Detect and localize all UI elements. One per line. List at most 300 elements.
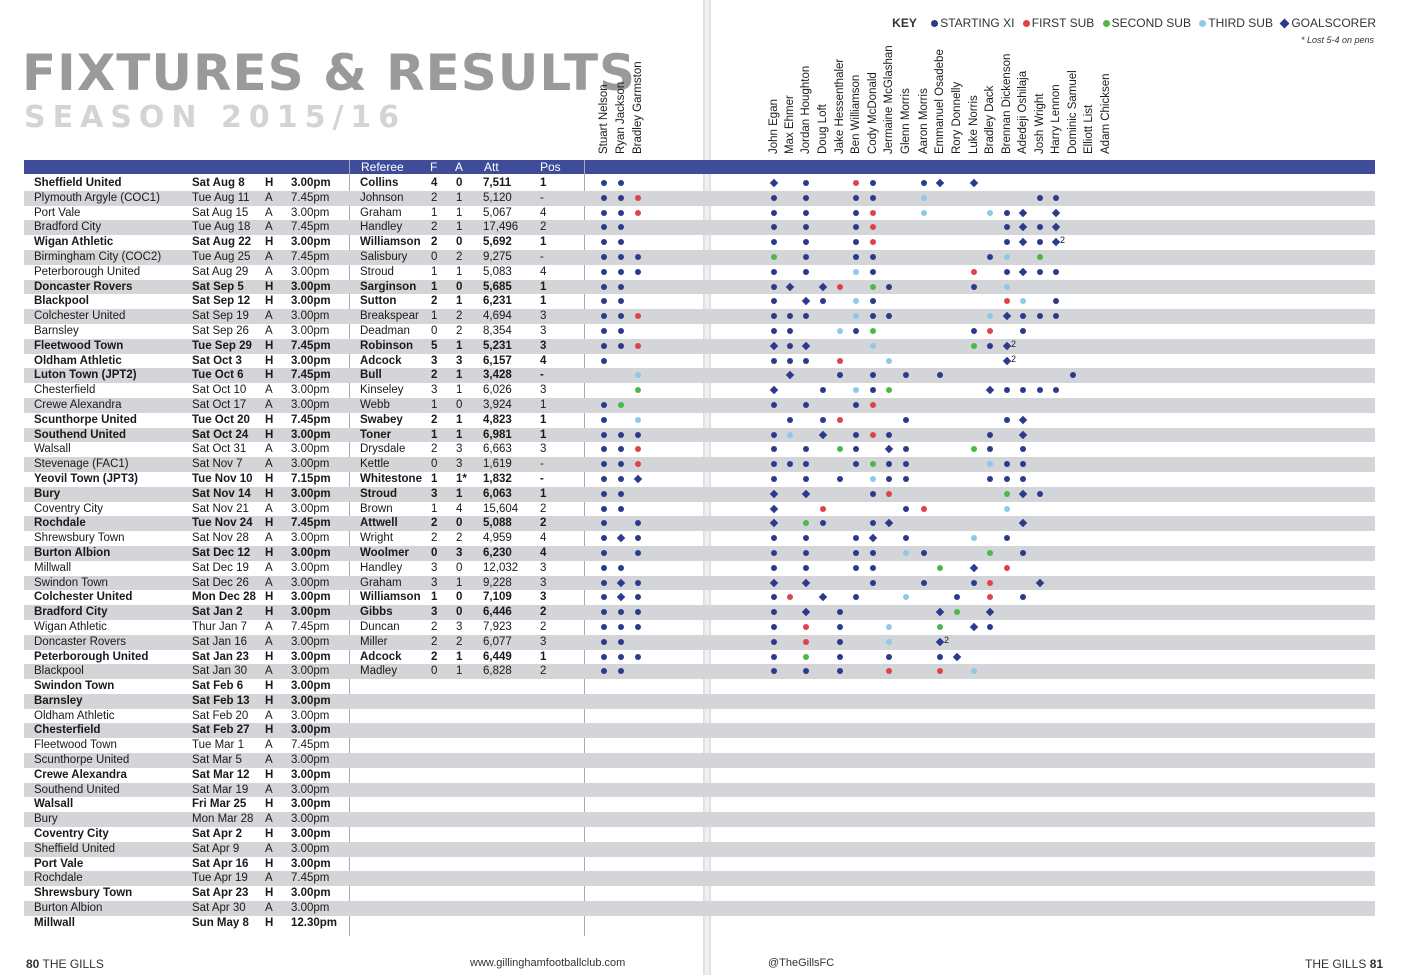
player-header: Adedeji Oshilaja (1017, 70, 1029, 154)
footer-right (1305, 957, 1383, 971)
cell-att: 4,823 (483, 413, 512, 426)
table-row (24, 413, 1375, 428)
appearance-dot (803, 313, 809, 319)
cell-a: 1 (456, 650, 463, 663)
cell-venue: H (265, 798, 274, 811)
cell-pos: 2 (540, 620, 547, 633)
table-row (24, 827, 1375, 842)
appearance-dot (771, 195, 777, 201)
cell-att: 8,354 (483, 324, 512, 337)
player-header: Elliott List (1083, 104, 1095, 154)
footer-url[interactable]: www.gillinghamfootballclub.com (470, 957, 626, 969)
table-row (24, 235, 1375, 250)
cell-f: 0 (431, 250, 438, 263)
cell-date: Sat Apr 23 (192, 887, 249, 900)
cell-time: 3.00pm (291, 813, 330, 826)
appearance-dot (635, 195, 641, 201)
cell-att: 4,694 (483, 310, 512, 323)
key-second-sub: SECOND SUB (1103, 16, 1191, 30)
cell-opponent: Port Vale (34, 206, 81, 219)
player-header: Stuart Nelson (598, 84, 610, 154)
player-header: Luke Norris (968, 95, 980, 154)
appearance-dot (1053, 387, 1059, 393)
cell-a: 1 (456, 413, 463, 426)
cell-opponent: Walsall (34, 798, 74, 811)
goal-diamond-icon (936, 608, 944, 616)
cell-opponent: Oldham Athletic (34, 709, 115, 722)
against-header: A (455, 160, 464, 174)
goal-diamond-icon (770, 342, 778, 350)
cell-pos: 2 (540, 502, 547, 515)
appearance-dot (870, 520, 876, 526)
goal-diamond-icon (1052, 208, 1060, 216)
cell-f: 2 (431, 236, 438, 249)
cell-a: 1 (456, 206, 463, 219)
cell-date: Tue Nov 24 (192, 517, 253, 530)
appearance-dot (921, 550, 927, 556)
appearance-dot (987, 624, 993, 630)
appearance-dot (971, 343, 977, 349)
cell-f: 1 (431, 502, 438, 515)
appearance-dot (870, 565, 876, 571)
appearance-dot (853, 313, 859, 319)
cell-venue: H (265, 591, 274, 604)
appearance-dot (618, 402, 624, 408)
cell-venue: A (265, 398, 273, 411)
footer-twitter[interactable]: @TheGillsFC (768, 957, 835, 969)
appearance-dot (837, 328, 843, 334)
appearance-dot (853, 269, 859, 275)
cell-pos: 1 (540, 413, 547, 426)
cell-pos: 1 (540, 295, 547, 308)
player-header: Bradley Garmston (632, 61, 644, 154)
goal-diamond-icon (986, 608, 994, 616)
page-title: FIXTURES & RESULTS (22, 44, 637, 102)
cell-a: 2 (456, 310, 463, 323)
table-row (24, 842, 1375, 857)
appearance-dot (954, 609, 960, 615)
cell-opponent: Scunthorpe United (34, 413, 137, 426)
cell-pos: 1 (540, 487, 547, 500)
page-subtitle: SEASON 2015/16 (24, 100, 407, 135)
cell-pos: 3 (540, 576, 547, 589)
starting-xi-dot-icon (931, 20, 938, 27)
cell-a: 3 (456, 546, 463, 559)
appearance-dot (921, 210, 927, 216)
goal-diamond-icon (1003, 312, 1011, 320)
appearance-dot (771, 224, 777, 230)
player-header: Max Ehmer (784, 95, 796, 154)
cell-date: Tue Sep 29 (192, 339, 252, 352)
cell-time: 3.00pm (291, 650, 331, 663)
cell-att: 5,083 (483, 265, 512, 278)
cell-pos: - (540, 369, 544, 382)
appearance-dot (601, 269, 607, 275)
for-header: F (430, 160, 438, 174)
appearance-dot (1004, 417, 1010, 423)
table-row (24, 368, 1375, 383)
cell-f: 2 (431, 635, 438, 648)
cell-opponent: Sheffield United (34, 842, 115, 855)
appearance-dot (771, 313, 777, 319)
appearance-dot (787, 417, 793, 423)
cell-f: 2 (431, 532, 438, 545)
cell-opponent: Doncaster Rovers (34, 280, 133, 293)
table-row (24, 428, 1375, 443)
cell-f: 2 (431, 650, 438, 663)
cell-referee: Graham (360, 206, 402, 219)
key-note: * Lost 5-4 on pens (1300, 35, 1374, 45)
appearance-dot (1004, 224, 1010, 230)
cell-opponent: Doncaster Rovers (34, 635, 127, 648)
appearance-dot (987, 210, 993, 216)
appearance-dot (837, 358, 843, 364)
table-row (24, 783, 1375, 798)
referee-header: Referee (361, 160, 404, 174)
table-row (24, 398, 1375, 413)
cell-att: 6,231 (483, 295, 512, 308)
cell-a: 2 (456, 324, 463, 337)
cell-time: 3.00pm (291, 561, 330, 574)
cell-date: Sat Oct 24 (192, 428, 249, 441)
cell-referee: Whitestone (360, 472, 422, 485)
cell-referee: Swabey (360, 413, 403, 426)
goal-diamond-icon (1019, 208, 1027, 216)
appearance-dot (618, 195, 624, 201)
appearance-dot (635, 550, 641, 556)
appearance-dot (601, 224, 607, 230)
cell-opponent: Wigan Athletic (34, 236, 114, 249)
appearance-dot (771, 402, 777, 408)
cell-a: 0 (456, 177, 463, 189)
cell-a: 1 (456, 576, 463, 589)
goal-diamond-icon (1003, 342, 1011, 350)
goal-diamond-icon (802, 578, 810, 586)
appearance-dot (903, 594, 909, 600)
table-row (24, 620, 1375, 635)
cell-venue: A (265, 813, 273, 826)
cell-date: Sat Oct 3 (192, 354, 242, 367)
appearance-dot (987, 446, 993, 452)
table-row (24, 679, 1375, 694)
cell-pos: 1 (540, 280, 547, 293)
appearance-dot (870, 476, 876, 482)
appearance-dot (635, 580, 641, 586)
cell-att: 6,446 (483, 606, 512, 619)
cell-referee: Graham (360, 576, 402, 589)
appearance-dot (771, 461, 777, 467)
appearance-dot (987, 550, 993, 556)
cell-referee: Handley (360, 561, 403, 574)
appearance-dot (870, 298, 876, 304)
cell-opponent: Chesterfield (34, 724, 101, 737)
cell-time: 3.00pm (291, 458, 330, 471)
table-row (24, 309, 1375, 324)
cell-f: 1 (431, 280, 438, 293)
cell-referee: Drysdale (360, 443, 406, 456)
appearance-dot (618, 313, 624, 319)
appearance-dot (1004, 210, 1010, 216)
appearance-dot (803, 446, 809, 452)
cell-date: Sat Dec 19 (192, 561, 249, 574)
appearance-dot (635, 269, 641, 275)
appearance-dot (1037, 224, 1043, 230)
cell-pos: 3 (540, 635, 547, 648)
table-row (24, 487, 1375, 502)
cell-f: 2 (431, 295, 438, 308)
cell-date: Sat Jan 30 (192, 665, 247, 678)
appearance-dot (635, 343, 641, 349)
appearance-dot (635, 387, 641, 393)
cell-opponent: Rochdale (34, 517, 86, 530)
cell-f: 5 (431, 339, 438, 352)
table-row (24, 635, 1375, 650)
cell-pos: 1 (540, 428, 547, 441)
appearance-dot (803, 624, 809, 630)
cell-date: Mon Mar 28 (192, 813, 254, 826)
player-header: Ryan Jackson (615, 81, 627, 154)
goal-diamond-icon (1019, 238, 1027, 246)
cell-a: 0 (456, 591, 463, 604)
appearance-dot (921, 580, 927, 586)
appearance-dot (870, 210, 876, 216)
player-header: Harry Lennon (1050, 84, 1062, 154)
appearance-dot (787, 328, 793, 334)
appearance-dot (771, 565, 777, 571)
appearance-dot (870, 254, 876, 260)
cell-venue: A (265, 458, 273, 471)
cell-date: Sat Apr 30 (192, 902, 246, 915)
goal-diamond-icon (634, 475, 642, 483)
cell-att: 5,231 (483, 339, 512, 352)
cell-referee: Collins (360, 177, 399, 189)
appearance-dot (1020, 446, 1026, 452)
cell-pos: 1 (540, 177, 547, 189)
appearance-dot (937, 624, 943, 630)
appearance-dot (803, 668, 809, 674)
goal-diamond-icon (770, 504, 778, 512)
cell-venue: H (265, 916, 274, 929)
cell-a: 3 (456, 458, 463, 471)
cell-opponent: Peterborough United (34, 650, 149, 663)
appearance-dot (601, 654, 607, 660)
appearance-dot (853, 254, 859, 260)
appearance-dot (837, 284, 843, 290)
cell-time: 3.00pm (291, 295, 331, 308)
cell-a: 1 (456, 487, 463, 500)
appearance-dot (771, 358, 777, 364)
cell-opponent: Stevenage (FAC1) (34, 458, 129, 471)
cell-venue: A (265, 265, 273, 278)
appearance-dot (803, 224, 809, 230)
cell-date: Sat Jan 2 (192, 606, 243, 619)
cell-att: 5,067 (483, 206, 512, 219)
cell-f: 2 (431, 369, 438, 382)
cell-venue: H (265, 487, 274, 500)
appearance-dot (803, 520, 809, 526)
cell-f: 1 (431, 428, 438, 441)
cell-venue: A (265, 532, 273, 545)
appearance-dot (601, 476, 607, 482)
cell-a: 0 (456, 280, 463, 293)
cell-date: Sat Aug 8 (192, 177, 245, 189)
goal-diamond-icon (802, 608, 810, 616)
appearance-dot (987, 476, 993, 482)
cell-date: Tue Nov 10 (192, 472, 253, 485)
appearance-dot (1020, 298, 1026, 304)
cell-opponent: Fleetwood Town (34, 739, 117, 752)
appearance-dot (1020, 594, 1026, 600)
table-row (24, 250, 1375, 265)
appearance-dot (886, 387, 892, 393)
cell-venue: H (265, 295, 274, 308)
appearance-dot (820, 417, 826, 423)
appearance-dot (601, 535, 607, 541)
cell-date: Tue Aug 25 (192, 250, 251, 263)
appearance-dot (771, 594, 777, 600)
table-row (24, 812, 1375, 827)
appearance-dot (870, 224, 876, 230)
appearance-dot (853, 180, 859, 186)
cell-a: 2 (456, 532, 463, 545)
goal-count: 2 (1060, 235, 1066, 246)
appearance-dot (787, 343, 793, 349)
right-brand: THE GILLS (1305, 957, 1367, 971)
key-first-sub: FIRST SUB (1023, 16, 1094, 30)
appearance-dot (853, 195, 859, 201)
cell-att: 7,109 (483, 591, 512, 604)
cell-time: 3.00pm (291, 384, 330, 397)
cell-date: Tue Oct 6 (192, 369, 244, 382)
appearance-dot (886, 654, 892, 660)
appearance-dot (971, 668, 977, 674)
cell-att: 6,026 (483, 384, 512, 397)
cell-venue: A (265, 665, 273, 678)
cell-opponent: Blackpool (34, 295, 89, 308)
appearance-dot (771, 609, 777, 615)
player-header: John Egan (768, 99, 780, 154)
cell-opponent: Crewe Alexandra (34, 768, 127, 781)
table-row (24, 280, 1375, 295)
appearance-dot (1037, 313, 1043, 319)
cell-date: Sat Sep 5 (192, 280, 244, 293)
table-row (24, 723, 1375, 738)
appearance-dot (903, 535, 909, 541)
appearance-dot (1004, 476, 1010, 482)
cell-time: 3.00pm (291, 532, 330, 545)
appearance-dot (1004, 284, 1010, 290)
cell-f: 2 (431, 620, 438, 633)
table-row (24, 694, 1375, 709)
appearance-dot (803, 550, 809, 556)
cell-a: 0 (456, 236, 463, 249)
cell-date: Sat Nov 14 (192, 487, 251, 500)
appearance-dot (1004, 535, 1010, 541)
appearance-dot (903, 550, 909, 556)
cell-date: Sat Apr 2 (192, 828, 243, 841)
cell-a: 0 (456, 517, 463, 530)
cell-time: 7.45pm (291, 339, 331, 352)
cell-date: Sat Mar 19 (192, 783, 249, 796)
appearance-dot (771, 446, 777, 452)
cell-venue: H (265, 428, 274, 441)
cell-venue: A (265, 221, 273, 234)
cell-opponent: Southend United (34, 783, 120, 796)
cell-time: 7.45pm (291, 413, 331, 426)
table-row (24, 605, 1375, 620)
cell-pos: 3 (540, 324, 547, 337)
appearance-dot (853, 446, 859, 452)
cell-date: Sat Dec 12 (192, 546, 251, 559)
appearance-dot (987, 328, 993, 334)
cell-f: 1 (431, 398, 438, 411)
appearance-dot (803, 239, 809, 245)
cell-time: 3.00pm (291, 709, 330, 722)
cell-opponent: Southend United (34, 428, 126, 441)
cell-referee: Breakspear (360, 310, 419, 323)
cell-pos: 4 (540, 546, 547, 559)
cell-opponent: Port Vale (34, 857, 84, 870)
appearance-dot (886, 358, 892, 364)
key-label: KEY (892, 16, 917, 30)
player-header: Bradley Dack (984, 85, 996, 154)
appearance-dot (1020, 550, 1026, 556)
appearance-dot (870, 195, 876, 201)
player-header: Jake Hessenthaler (834, 58, 846, 154)
appearance-dot (921, 195, 927, 201)
cell-time: 3.00pm (291, 798, 331, 811)
appearance-dot (635, 594, 641, 600)
goal-diamond-icon (953, 652, 961, 660)
cell-venue: H (265, 517, 274, 530)
cell-date: Sat Feb 27 (192, 724, 250, 737)
cell-venue: A (265, 191, 273, 204)
appearance-dot (1004, 565, 1010, 571)
appearance-dot (1004, 254, 1010, 260)
cell-opponent: Rochdale (34, 872, 83, 885)
goal-diamond-icon (770, 386, 778, 394)
appearance-dot (820, 387, 826, 393)
goal-diamond-icon (885, 445, 893, 453)
cell-date: Tue Apr 19 (192, 872, 248, 885)
appearance-dot (886, 461, 892, 467)
appearance-dot (921, 180, 927, 186)
cell-venue: A (265, 206, 273, 219)
player-header: Brennan Dickenson (1001, 53, 1013, 154)
left-page-number: 80 (26, 957, 40, 971)
cell-date: Sat Sep 19 (192, 310, 249, 323)
appearance-dot (837, 668, 843, 674)
table-row (24, 176, 1375, 191)
cell-date: Sat Dec 26 (192, 576, 249, 589)
appearance-dot (921, 506, 927, 512)
table-row (24, 857, 1375, 872)
goal-diamond-icon (802, 297, 810, 305)
table-row (24, 531, 1375, 546)
cell-referee: Stroud (360, 265, 394, 278)
appearance-dot (903, 446, 909, 452)
third-sub-dot-icon (1199, 20, 1206, 27)
cell-time: 3.00pm (291, 724, 331, 737)
cell-venue: A (265, 754, 273, 767)
cell-time: 3.00pm (291, 902, 330, 915)
goal-diamond-icon (1019, 268, 1027, 276)
cell-f: 3 (431, 354, 438, 367)
cell-referee: Woolmer (360, 546, 409, 559)
appearance-dot (870, 328, 876, 334)
appearance-dot (853, 535, 859, 541)
appearance-dot (853, 402, 859, 408)
